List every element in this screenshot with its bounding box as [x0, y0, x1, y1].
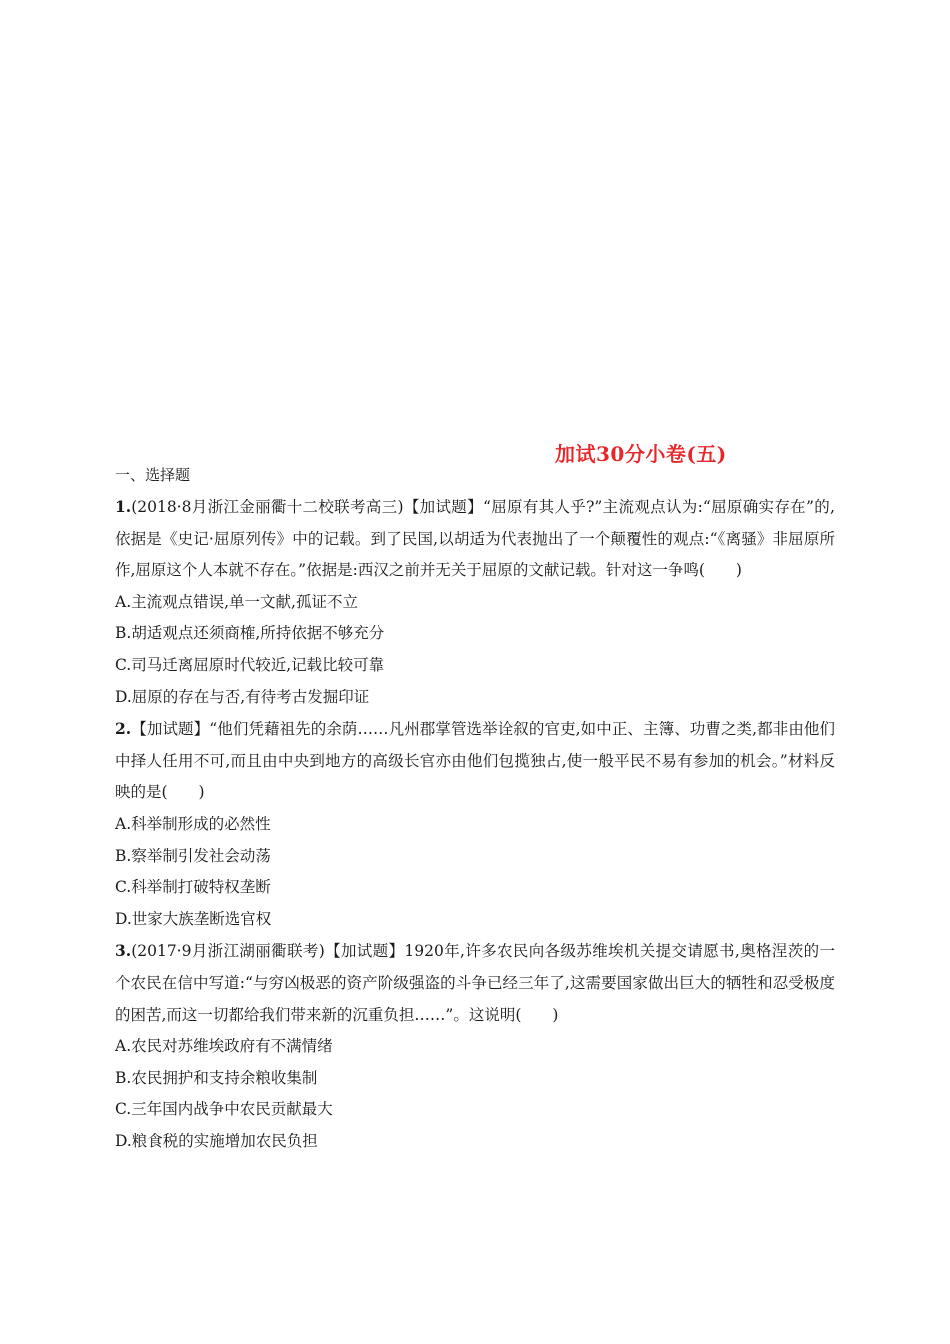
page-title: 加试30分小卷(五): [555, 442, 727, 466]
question-1: [115, 491, 835, 713]
option-a: A.科举制形成的必然性: [115, 814, 271, 833]
question-stem: [115, 491, 835, 587]
question-stem: [115, 935, 835, 1031]
option-c: C.科举制打破特权垄断: [115, 878, 271, 897]
question-number: 3.: [115, 941, 132, 961]
option-b: B.察举制引发社会动荡: [115, 846, 271, 865]
option-b: B.胡适观点还须商榷,所持依据不够充分: [115, 624, 385, 643]
question-text: 【加试题】“他们凭藉祖先的余荫……凡州郡掌管选举诠叙的官吏,如中正、主簿、功曹之类,都非由他们中择人任用不可,而且由中央到地方的高级长官亦由他们包揽独占,使一般平民不易有参加的机会。”材料反映的是( ): [115, 720, 835, 802]
question-list: [115, 491, 835, 1157]
option-c: C.司马迁离屈原时代较近,记载比较可靠: [115, 655, 385, 674]
option-d: D.粮食税的实施增加农民负担: [115, 1131, 318, 1150]
question-text: (2017·9月浙江湖丽衢联考)【加试题】1920年,许多农民向各级苏维埃机关提交请愿书,奥格涅茨的一个农民在信中写道:“与穷凶极恶的资产阶级强盗的斗争已经三年了,这需要国家做出巨大的牺牲和忍受极度的困苦,而这一切都给我们带来新的沉重负担……”。这说明( ): [115, 942, 835, 1024]
option-c: C.三年国内战争中农民贡献最大: [115, 1100, 333, 1119]
option-a: A.农民对苏维埃政府有不满情绪: [115, 1037, 333, 1056]
option-b: B.农民拥护和支持余粮收集制: [115, 1068, 318, 1087]
option-d: D.世家大族垄断选官权: [115, 909, 272, 928]
question-2: [115, 713, 835, 935]
question-3: [115, 935, 835, 1157]
section-heading: 一、选择题: [115, 466, 191, 484]
option-d: D.屈原的存在与否,有待考古发掘印证: [115, 687, 370, 706]
question-number: 2.: [115, 719, 132, 739]
question-number: 1.: [115, 497, 132, 516]
option-a: A.主流观点错误,单一文献,孤证不立: [115, 592, 358, 611]
question-text: (2018·8月浙江金丽衢十二校联考高三)【加试题】“屈原有其人乎?”主流观点认为:“屈原确实存在”的,依据是《史记·屈原列传》中的记载。到了民国,以胡适为代表抛出了一个颠覆性的观点:“《离骚》非屈原所作,屈原这个人本就不存在。”依据是:西汉之前并无关于屈原的文献记载。针对这一争鸣( ): [115, 498, 835, 580]
question-stem: [115, 713, 835, 809]
